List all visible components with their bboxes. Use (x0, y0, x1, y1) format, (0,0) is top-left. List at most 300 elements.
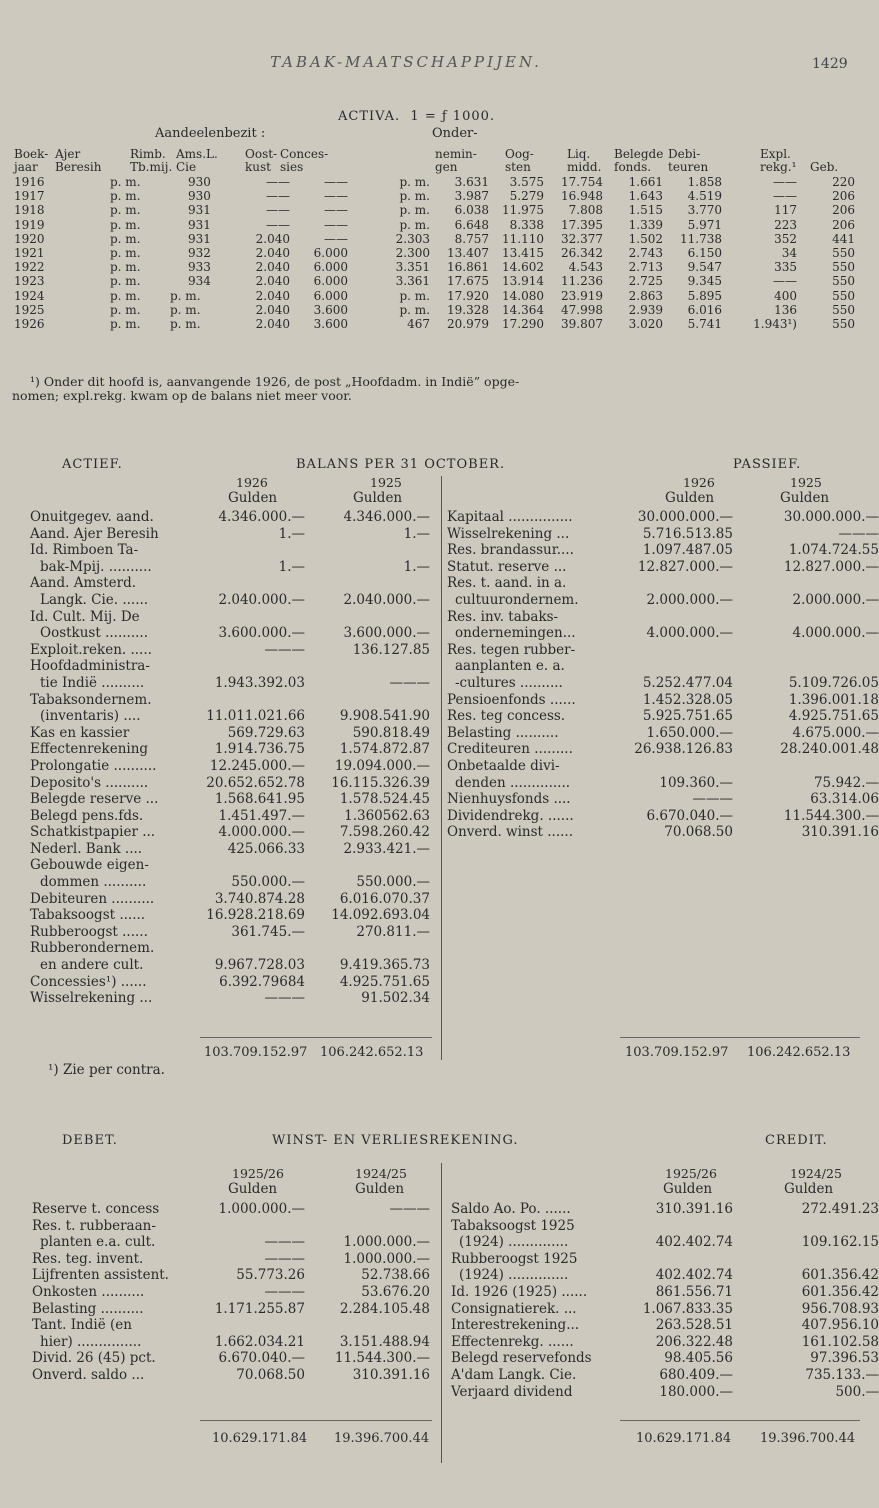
activa-cell: 1.515 (628, 203, 663, 218)
activa-cell: p. m. (170, 317, 201, 331)
balans-actief-list (0, 509, 440, 1007)
activa-header-cell: teuren (668, 160, 709, 174)
credit-value-b: 500.— (835, 1383, 879, 1400)
activa-cell: 1920 (14, 231, 45, 246)
debet-label: Reserve t. concess (32, 1201, 160, 1217)
passief-row (443, 559, 879, 576)
activa-cell: 1922 (14, 260, 45, 275)
activa-cell: p. m. (110, 203, 141, 218)
activa-header-cell: sten (505, 160, 531, 174)
activa-cell: 13.914 (502, 274, 544, 289)
wv-total-debet-b: 19.396.700.44 (334, 1431, 430, 1446)
activa-cell: 13.407 (447, 246, 489, 260)
credit-label: Saldo Ao. Po. ...... (451, 1201, 571, 1217)
passief-row (443, 542, 879, 559)
activa-cell: 1.943¹) (753, 317, 797, 331)
passief-value-b: 310.391.16 (801, 824, 879, 841)
wv-debet-title: DEBET. (62, 1133, 118, 1148)
actief-value-a: ——— (264, 990, 305, 1007)
passief-value-b: 1.074.724.55 (788, 542, 879, 559)
credit-label: Interestrekening... (451, 1317, 580, 1334)
debet-row (0, 1317, 440, 1334)
credit-label: Belegd reservefonds (451, 1350, 592, 1367)
debet-value-b: 3.151.488.94 (339, 1333, 430, 1350)
debet-row (0, 1367, 440, 1384)
actief-value-b: 590.818.49 (352, 724, 430, 741)
passief-row (443, 725, 879, 742)
balans-year-passief-a: 1926 (683, 475, 715, 490)
activa-cell: 6.150 (687, 246, 722, 260)
activa-cell: 1925 (14, 302, 45, 317)
actief-row (0, 824, 440, 841)
activa-cell: 23.919 (561, 288, 603, 303)
passief-row (443, 758, 879, 775)
passief-label: Dividendrekg. ...... (447, 807, 574, 824)
wv-year-credit-b: 1924/25 (790, 1166, 842, 1181)
balans-passief-title: PASSIEF. (733, 457, 802, 472)
debet-label: hier) ............... (40, 1333, 142, 1350)
actief-label: Debiteuren .......... (30, 890, 155, 907)
credit-row (443, 1384, 879, 1401)
running-header: TABAK-MAATSCHAPPIJEN. (270, 53, 542, 71)
activa-cell: 2.040 (255, 302, 290, 317)
activa-cell: 206 (832, 203, 855, 218)
credit-value-a: 402.402.74 (655, 1267, 733, 1284)
activa-header-cell: Tb.mij. (130, 160, 173, 174)
activa-cell: 467 (407, 317, 430, 331)
activa-cell: 17.754 (561, 175, 603, 189)
actief-value-b: 4.925.751.65 (339, 973, 430, 990)
actief-value-a: 550.000.— (231, 874, 305, 891)
activa-cell: 220 (832, 175, 855, 189)
actief-row (0, 741, 440, 758)
activa-cell: 17.920 (447, 288, 489, 303)
activa-cell: p. m. (399, 175, 430, 189)
actief-value-b: 7.598.260.42 (339, 824, 430, 841)
actief-row (0, 625, 440, 642)
debet-value-b: 2.284.105.48 (339, 1300, 430, 1317)
balans-year-actief-b: 1925 (370, 475, 402, 490)
passief-value-b: 4.000.000.— (792, 625, 879, 642)
activa-cell: 931 (188, 231, 211, 246)
activa-cell: 1918 (14, 203, 45, 218)
actief-row (0, 974, 440, 991)
actief-label: Aand. Ajer Beresih (30, 525, 159, 542)
activa-cell: 3.631 (454, 175, 489, 189)
activa-cell: —— (266, 175, 290, 189)
passief-value-b: ——— (838, 525, 879, 542)
activa-cell: 1919 (14, 217, 45, 232)
passief-value-b: 75.942.— (813, 774, 879, 791)
passief-value-a: 5.716.513.85 (642, 525, 733, 542)
balans-note: ¹) Zie per contra. (48, 1062, 165, 1078)
credit-row (443, 1218, 879, 1235)
activa-cell: 34 (781, 246, 797, 260)
activa-cell: p. m. (399, 189, 430, 204)
activa-aandeelenbezit: Aandeelenbezit : (155, 126, 266, 141)
actief-label: Effectenrekening (30, 741, 149, 758)
balans-total-actief-b: 106.242.652.13 (320, 1045, 424, 1060)
actief-value-b: 9.908.541.90 (339, 708, 430, 725)
balans-total-passief-b: 106.242.652.13 (747, 1045, 851, 1060)
passief-label: Res. tegen rubber- (447, 641, 576, 658)
actief-row (0, 675, 440, 692)
balans-actief-title: ACTIEF. (62, 457, 123, 472)
passief-label: Crediteuren ......... (447, 741, 573, 758)
debet-label: Res. teg. invent. (32, 1250, 144, 1267)
activa-cell: 933 (188, 260, 211, 275)
passief-value-b: 1.396.001.18 (788, 691, 879, 708)
activa-cell: 934 (188, 274, 211, 289)
passief-row (443, 775, 879, 792)
activa-cell: p. m. (110, 189, 141, 204)
credit-label: Verjaard dividend (451, 1383, 573, 1400)
activa-cell: 3.361 (395, 274, 430, 289)
activa-cell: 4.519 (687, 189, 722, 204)
debet-row (0, 1301, 440, 1318)
passief-value-b: 4.675.000.— (792, 724, 879, 741)
actief-row (0, 791, 440, 808)
debet-row (0, 1234, 440, 1251)
passief-value-a: 26.938.126.83 (634, 741, 733, 758)
activa-cell: 2.743 (628, 246, 663, 260)
passief-value-b: 63.314.06 (810, 791, 879, 808)
passief-value-a: 1.452.328.05 (642, 691, 733, 708)
activa-cell: 2.303 (395, 231, 430, 246)
passief-label: Onverd. winst ...... (447, 824, 574, 841)
activa-header-cell: fonds. (614, 160, 652, 174)
balans-unit-actief-a: Gulden (228, 490, 278, 506)
actief-label: tie Indië .......... (40, 674, 145, 691)
passief-label: Res. brandassur.... (447, 542, 574, 559)
credit-value-a: 1.067.833.35 (642, 1300, 733, 1317)
actief-row (0, 658, 440, 675)
debet-value-a: 1.171.255.87 (214, 1300, 305, 1317)
activa-cell: 550 (832, 260, 855, 275)
activa-header-cell: nemin- (435, 147, 477, 161)
passief-value-b: 30.000.000.— (783, 509, 879, 525)
credit-value-a: 680.409.— (659, 1366, 733, 1383)
activa-header-cell: Geb. (810, 160, 839, 174)
activa-cell: 223 (774, 217, 797, 232)
activa-cell: 3.600 (313, 302, 348, 317)
actief-value-b: 270.811.— (356, 923, 430, 940)
activa-cell: p. m. (399, 302, 430, 317)
debet-value-a: 6.670.040.— (218, 1350, 305, 1367)
actief-value-a: 569.729.63 (227, 724, 305, 741)
activa-cell: 9.547 (687, 260, 722, 275)
passief-value-a: 109.360.— (659, 774, 733, 791)
actief-label: en andere cult. (40, 957, 144, 974)
activa-header-cell: Cie (176, 160, 197, 174)
actief-row (0, 891, 440, 908)
debet-value-b: 310.391.16 (352, 1366, 430, 1383)
activa-cell: 2.040 (255, 260, 290, 275)
activa-cell: 2.300 (395, 246, 430, 260)
passief-row (443, 692, 879, 709)
credit-row (443, 1267, 879, 1284)
debet-row (0, 1218, 440, 1235)
passief-row (443, 526, 879, 543)
passief-value-a: 1.650.000.— (646, 724, 733, 741)
actief-label: Belegde reserve ... (30, 791, 159, 808)
activa-cell: 11.738 (680, 231, 722, 246)
actief-label: Exploit.reken. ..... (30, 641, 152, 658)
activa-cell: 550 (832, 288, 855, 303)
activa-header-cell: sies (280, 160, 304, 174)
credit-row (443, 1367, 879, 1384)
activa-cell: 32.377 (561, 231, 603, 246)
activa-cell: 11.110 (502, 231, 544, 246)
activa-cell: 6.016 (687, 302, 722, 317)
passief-value-b: 2.000.000.— (792, 591, 879, 608)
actief-label: Belegd pens.fds. (30, 807, 144, 824)
activa-cell: 550 (832, 317, 855, 331)
actief-row (0, 758, 440, 775)
actief-label: Langk. Cie. ...... (40, 591, 149, 608)
debet-value-a: ——— (264, 1234, 305, 1251)
credit-row (443, 1251, 879, 1268)
passief-label: -cultures .......... (455, 674, 563, 691)
actief-value-a: 1.568.641.95 (214, 791, 305, 808)
balans-unit-passief-a: Gulden (665, 490, 715, 506)
credit-label: Consignatierek. ... (451, 1300, 577, 1317)
debet-row (0, 1267, 440, 1284)
credit-value-a: 98.405.56 (664, 1350, 733, 1367)
credit-row (443, 1350, 879, 1367)
activa-cell: 932 (188, 246, 211, 260)
activa-header-cell: Ams.L. (176, 147, 218, 161)
activa-cell: 930 (188, 175, 211, 189)
actief-row (0, 874, 440, 891)
activa-cell: 7.808 (568, 203, 603, 218)
activa-cell: 5.741 (687, 317, 722, 331)
passief-row (443, 625, 879, 642)
wv-year-debet-a: 1925/26 (232, 1166, 284, 1181)
activa-cell: 13.415 (502, 246, 544, 260)
actief-value-a: 1.— (278, 558, 305, 575)
activa-cell: 3.600 (313, 317, 348, 331)
credit-value-a: 310.391.16 (655, 1201, 733, 1217)
activa-cell: 400 (774, 288, 797, 303)
actief-value-b: 136.127.85 (352, 641, 430, 658)
actief-row (0, 924, 440, 941)
activa-cell: 2.863 (628, 288, 663, 303)
actief-row (0, 808, 440, 825)
debet-label: Lijfrenten assistent. (32, 1267, 169, 1284)
actief-value-b: 2.040.000.— (343, 591, 430, 608)
wv-unit-debet-b: Gulden (355, 1181, 405, 1197)
passief-label: Nienhuysfonds .... (447, 791, 571, 808)
passief-row (443, 791, 879, 808)
actief-value-a: 1.943.392.03 (214, 674, 305, 691)
actief-label: Id. Cult. Mij. De (30, 608, 140, 625)
actief-value-a: 12.245.000.— (209, 757, 305, 774)
passief-value-b: 4.925.751.65 (788, 708, 879, 725)
activa-cell: 6.000 (313, 246, 348, 260)
debet-label: Onkosten .......... (32, 1283, 145, 1300)
activa-header-cell: Beresih (55, 160, 102, 174)
passief-row (443, 592, 879, 609)
activa-cell: p. m. (399, 288, 430, 303)
activa-cell: 441 (832, 231, 855, 246)
activa-cell: 2.939 (628, 302, 663, 317)
activa-cell: 1917 (14, 189, 45, 204)
actief-row (0, 642, 440, 659)
credit-label: Effectenrekg. ...... (451, 1333, 574, 1350)
activa-header-cell: Rimb. (130, 147, 166, 161)
credit-label: (1924) .............. (459, 1267, 569, 1284)
activa-cell: —— (773, 189, 797, 204)
activa-header-cell: midd. (567, 160, 602, 174)
passief-label: Res. t. aand. in a. (447, 575, 567, 592)
passief-value-a: 5.925.751.65 (642, 708, 733, 725)
wv-unit-debet-a: Gulden (228, 1181, 278, 1197)
debet-value-b: ——— (389, 1201, 430, 1217)
debet-value-a: ——— (264, 1250, 305, 1267)
activa-cell: 550 (832, 246, 855, 260)
actief-value-a: 1.914.736.75 (214, 741, 305, 758)
actief-row (0, 725, 440, 742)
activa-cell: 931 (188, 217, 211, 232)
actief-row (0, 592, 440, 609)
activa-header-cell: Conces- (280, 147, 329, 161)
passief-label: Belasting .......... (447, 724, 559, 741)
credit-value-a: 263.528.51 (655, 1317, 733, 1334)
balans-total-passief-a: 103.709.152.97 (625, 1045, 729, 1060)
actief-label: Wisselrekening ... (30, 990, 153, 1007)
actief-value-a: 361.745.— (231, 923, 305, 940)
activa-cell: 2.040 (255, 274, 290, 289)
passief-value-a: 6.670.040.— (646, 807, 733, 824)
credit-label: Tabaksoogst 1925 (451, 1217, 575, 1234)
actief-value-b: 91.502.34 (361, 990, 430, 1007)
passief-row (443, 609, 879, 626)
debet-label: Divid. 26 (45) pct. (32, 1350, 156, 1367)
actief-label: (inventaris) .... (40, 708, 141, 725)
activa-cell: 206 (832, 217, 855, 232)
activa-cell: 6.000 (313, 274, 348, 289)
activa-footnote-2: nomen; expl.rekg. kwam op de balans niet meer voor. (12, 388, 352, 403)
passief-label: cultuurondernem. (455, 591, 579, 608)
actief-value-b: ——— (389, 674, 430, 691)
activa-cell: 5.895 (687, 288, 722, 303)
balans-total-rule-left (200, 1037, 432, 1038)
activa-cell: 352 (774, 231, 797, 246)
activa-cell: 3.770 (687, 203, 722, 218)
activa-onder: Onder- (432, 126, 478, 141)
passief-row (443, 642, 879, 659)
activa-cell: 47.998 (561, 302, 603, 317)
passief-row (443, 824, 879, 841)
actief-value-a: 2.040.000.— (218, 591, 305, 608)
activa-header-cell: Expl. (760, 147, 791, 161)
actief-label: Aand. Amsterd. (30, 575, 136, 592)
activa-cell: 2.725 (628, 274, 663, 289)
passief-value-a: 12.827.000.— (637, 558, 733, 575)
passief-value-b: 11.544.300.— (783, 807, 879, 824)
passief-value-b: 5.109.726.05 (788, 674, 879, 691)
activa-cell: 3.987 (454, 189, 489, 204)
actief-label: Prolongatie .......... (30, 757, 157, 774)
activa-header-cell: gen (435, 160, 458, 174)
actief-value-a: 4.346.000.— (218, 509, 305, 525)
actief-value-a: 425.066.33 (227, 840, 305, 857)
actief-label: bak-Mpij. .......... (40, 558, 152, 575)
actief-row (0, 857, 440, 874)
passief-label: ondernemingen... (455, 625, 576, 642)
actief-row (0, 559, 440, 576)
passief-value-a: 1.097.487.05 (642, 542, 733, 559)
wv-year-debet-b: 1924/25 (355, 1166, 407, 1181)
actief-value-a: 16.928.218.69 (206, 907, 305, 924)
actief-label: Oostkust .......... (40, 625, 148, 642)
activa-cell: 39.807 (561, 317, 603, 331)
credit-value-b: 601.356.42 (801, 1267, 879, 1284)
passief-row (443, 575, 879, 592)
actief-value-a: 11.011.021.66 (206, 708, 305, 725)
actief-row (0, 990, 440, 1007)
debet-label: Tant. Indië (en (32, 1317, 132, 1334)
actief-label: dommen .......... (40, 874, 147, 891)
actief-label: Id. Rimboen Ta- (30, 542, 139, 559)
activa-footnote-1: ¹) Onder dit hoofd is, aanvangende 1926, de post „Hoofdadm. in Indië” opge- (30, 374, 520, 389)
wv-total-rule-left (200, 1420, 432, 1421)
actief-label: Deposito's .......... (30, 774, 149, 791)
passief-row (443, 808, 879, 825)
actief-value-b: 550.000.— (356, 874, 430, 891)
credit-value-b: 407.956.10 (801, 1317, 879, 1334)
activa-cell: 1.502 (628, 231, 663, 246)
activa-cell: 6.000 (313, 260, 348, 275)
balans-unit-actief-b: Gulden (353, 490, 403, 506)
credit-value-a: 861.556.71 (655, 1283, 733, 1300)
actief-row (0, 907, 440, 924)
activa-cell: 335 (774, 260, 797, 275)
wv-unit-credit-b: Gulden (784, 1181, 834, 1197)
actief-row (0, 940, 440, 957)
passief-value-a: 4.000.000.— (646, 625, 733, 642)
actief-value-a: 3.740.874.28 (214, 890, 305, 907)
credit-row (443, 1334, 879, 1351)
activa-cell: 3.575 (509, 175, 544, 189)
credit-value-b: 97.396.53 (810, 1350, 879, 1367)
credit-value-b: 956.708.93 (801, 1300, 879, 1317)
actief-label: Hoofdadministra- (30, 658, 150, 675)
debet-value-a: 55.773.26 (236, 1267, 305, 1284)
activa-cell: 1924 (14, 288, 45, 303)
credit-value-b: 161.102.58 (801, 1333, 879, 1350)
actief-label: Kas en kassier (30, 724, 130, 741)
activa-cell: —— (324, 189, 348, 204)
activa-cell: p. m. (110, 317, 141, 331)
debet-value-b: 1.000.000.— (343, 1250, 430, 1267)
activa-header-cell: Oog- (505, 147, 534, 161)
actief-value-b: 9.419.365.73 (339, 957, 430, 974)
credit-label: Rubberoogst 1925 (451, 1250, 578, 1267)
actief-value-b: 2.933.421.— (343, 840, 430, 857)
actief-row (0, 708, 440, 725)
activa-cell: 1916 (14, 175, 45, 189)
activa-cell: —— (324, 231, 348, 246)
debet-label: Belasting .......... (32, 1300, 144, 1317)
passief-label: Statut. reserve ... (447, 558, 567, 575)
credit-label: (1924) .............. (459, 1234, 569, 1251)
activa-cell: 19.328 (447, 302, 489, 317)
activa-cell: p. m. (110, 246, 141, 260)
activa-cell: 17.675 (447, 274, 489, 289)
credit-value-a: 180.000.— (659, 1383, 733, 1400)
